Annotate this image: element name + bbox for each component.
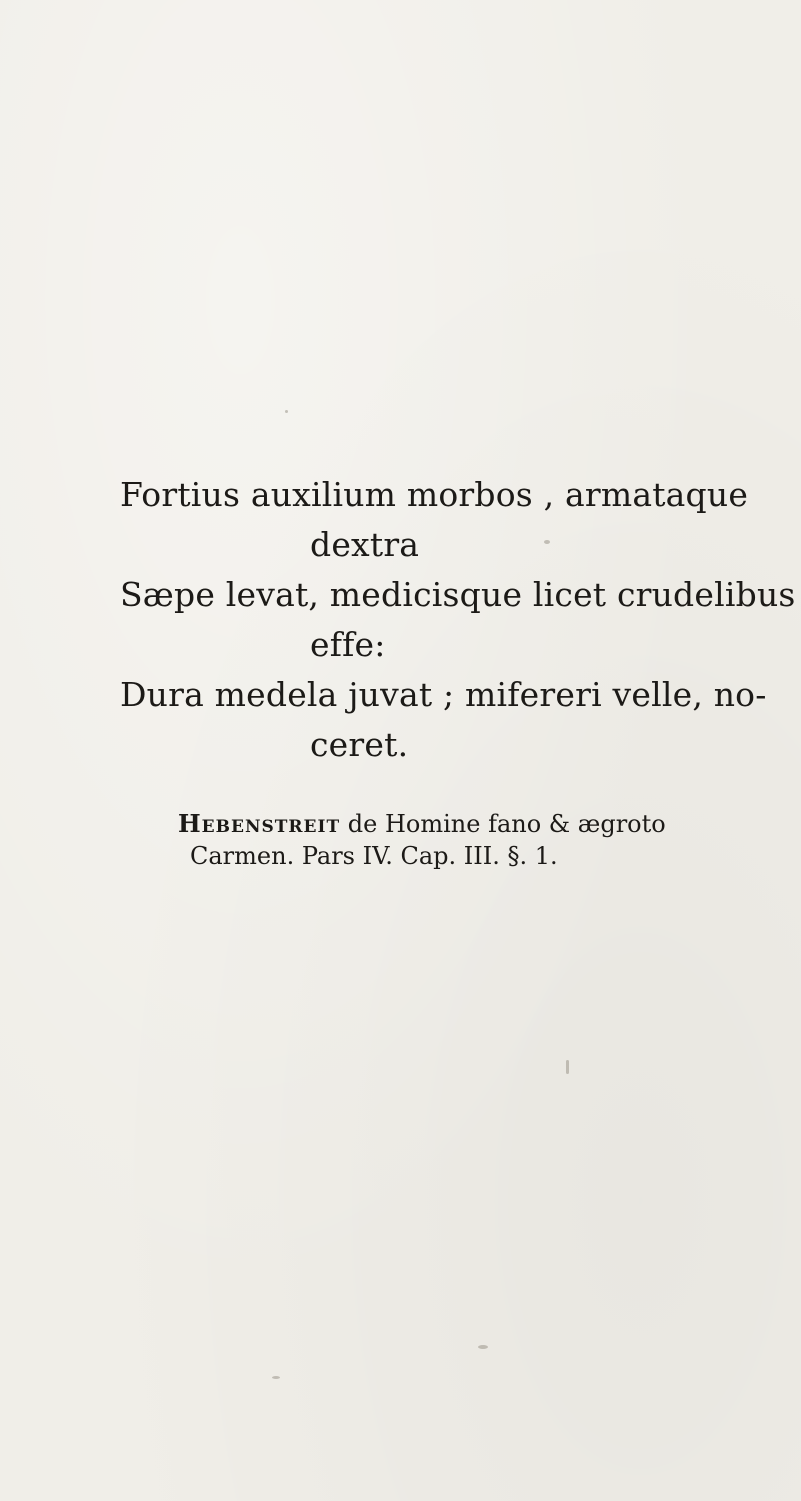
verse-line-1-continuation: dextra xyxy=(310,525,420,564)
work-title: de Homine fano & ægroto xyxy=(347,810,666,838)
verse-line-2: Sæpe levat, medicisque licet crudelibus xyxy=(120,575,796,614)
verse-line-2-continuation: effe: xyxy=(310,625,386,664)
verse-line-3-continuation: ceret. xyxy=(310,725,409,764)
paper-speck xyxy=(272,1376,280,1379)
paper-speck xyxy=(285,410,288,413)
paper-speck xyxy=(478,1345,488,1349)
verse-line-3: Dura medela juvat ; mifereri velle, no- xyxy=(120,675,767,714)
attribution xyxy=(178,808,798,872)
author-name: Hebenstreit xyxy=(178,809,341,838)
attribution-line-2: Carmen. Pars IV. Cap. III. §. 1. xyxy=(190,842,558,870)
attribution-line-1 xyxy=(178,808,798,840)
verse-block xyxy=(120,470,800,770)
verse-line-1: Fortius auxilium morbos , armataque xyxy=(120,475,749,514)
paper-speck xyxy=(566,1060,569,1074)
